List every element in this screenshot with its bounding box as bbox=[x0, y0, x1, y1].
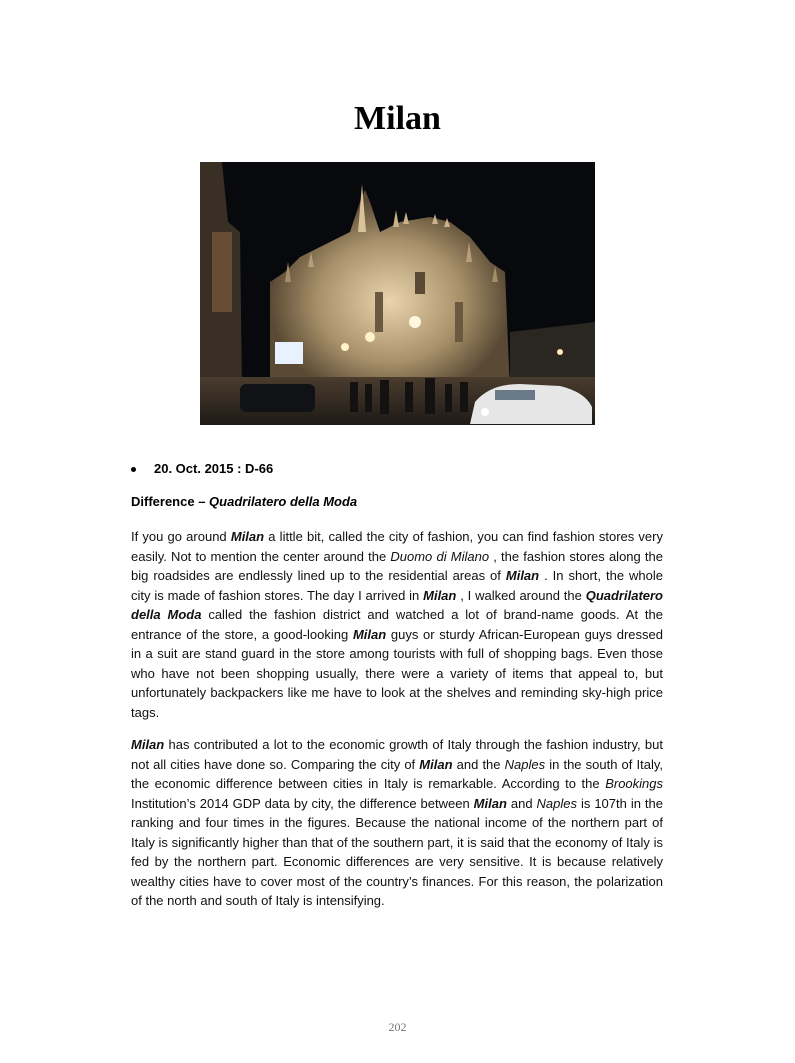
text-span: and the bbox=[452, 756, 505, 772]
quadrilatero-emphasis: Quadrilatero della Moda bbox=[131, 587, 663, 622]
page-title: Milan bbox=[354, 100, 441, 137]
paragraph-2 bbox=[131, 735, 663, 911]
brookings-italic: Brookings bbox=[605, 776, 663, 791]
naples-italic: Naples bbox=[536, 795, 577, 811]
heading-prefix: Difference – bbox=[131, 494, 210, 509]
milan-emphasis: Milan bbox=[352, 626, 387, 642]
text-span: called the fashion district and watched a lot of brand-name goods. At the entrance of the store, a good-looking bbox=[131, 607, 663, 642]
text-span: in the south of Italy, the economic difference between cities in Italy is remarkable. According to the bbox=[131, 756, 663, 791]
text-span: . In short, the whole city is made of fashion stores. The day I arrived in bbox=[131, 568, 663, 603]
text-span: , the fashion stores along the big roadsides are endlessly lined up to the residential areas of bbox=[131, 548, 664, 583]
page-number: 202 bbox=[388, 1020, 407, 1034]
milan-emphasis: Milan bbox=[419, 756, 453, 772]
text-span: , I walked around the bbox=[456, 587, 586, 603]
milan-emphasis: Milan bbox=[473, 795, 507, 811]
milan-emphasis: Milan bbox=[505, 568, 540, 583]
text-span: is 107th in the ranking and four times in the figures. Because the national income of the northern part of Italy is significantly higher than that of the southern part, it is said that the economy of Italy is fed by the northern part. Economic differences are very sensitive. It is because relatively wealthy cities have to cover most of the country’s finances. For this reason, the polarization of the north and south of Italy is intensifying. bbox=[131, 795, 663, 908]
text-span: a little bit, called the city of fashion, you can find fashion stores very easily. Not to mention the center around the bbox=[131, 529, 663, 564]
milan-emphasis: Milan bbox=[230, 529, 265, 544]
entry-date-bullet bbox=[131, 461, 671, 476]
text-span: guys or sturdy African-European guys dressed in a suit are stand guard in the store among tourists with full of shopping bags. Even those who have not been shopping usually, there were a variety of items that appeal to, but unfortunately backpackers like me have to look at the shelves and reminding sky-high price tags. bbox=[131, 626, 663, 720]
paragraph-1 bbox=[131, 527, 663, 722]
milan-emphasis: Milan bbox=[131, 737, 165, 752]
naples-italic: Naples bbox=[504, 756, 546, 772]
bullet-icon bbox=[131, 467, 136, 472]
text-span: has contributed a lot to the economic growth of Italy through the fashion industry, but not all cities have done so. Comparing the city of bbox=[131, 737, 663, 772]
section-heading bbox=[131, 494, 671, 509]
text-span: If you go around bbox=[131, 529, 231, 544]
duomo-italic: Duomo di Milano bbox=[390, 548, 490, 564]
duomo-photo bbox=[200, 162, 595, 425]
entry-date: 20. Oct. 2015 : D-66 bbox=[154, 461, 274, 476]
text-span: and bbox=[506, 795, 537, 811]
milan-emphasis: Milan bbox=[423, 587, 457, 603]
text-span: Institution’s 2014 GDP data by city, the difference between bbox=[131, 795, 474, 811]
heading-italic: Quadrilatero della Moda bbox=[209, 494, 358, 509]
